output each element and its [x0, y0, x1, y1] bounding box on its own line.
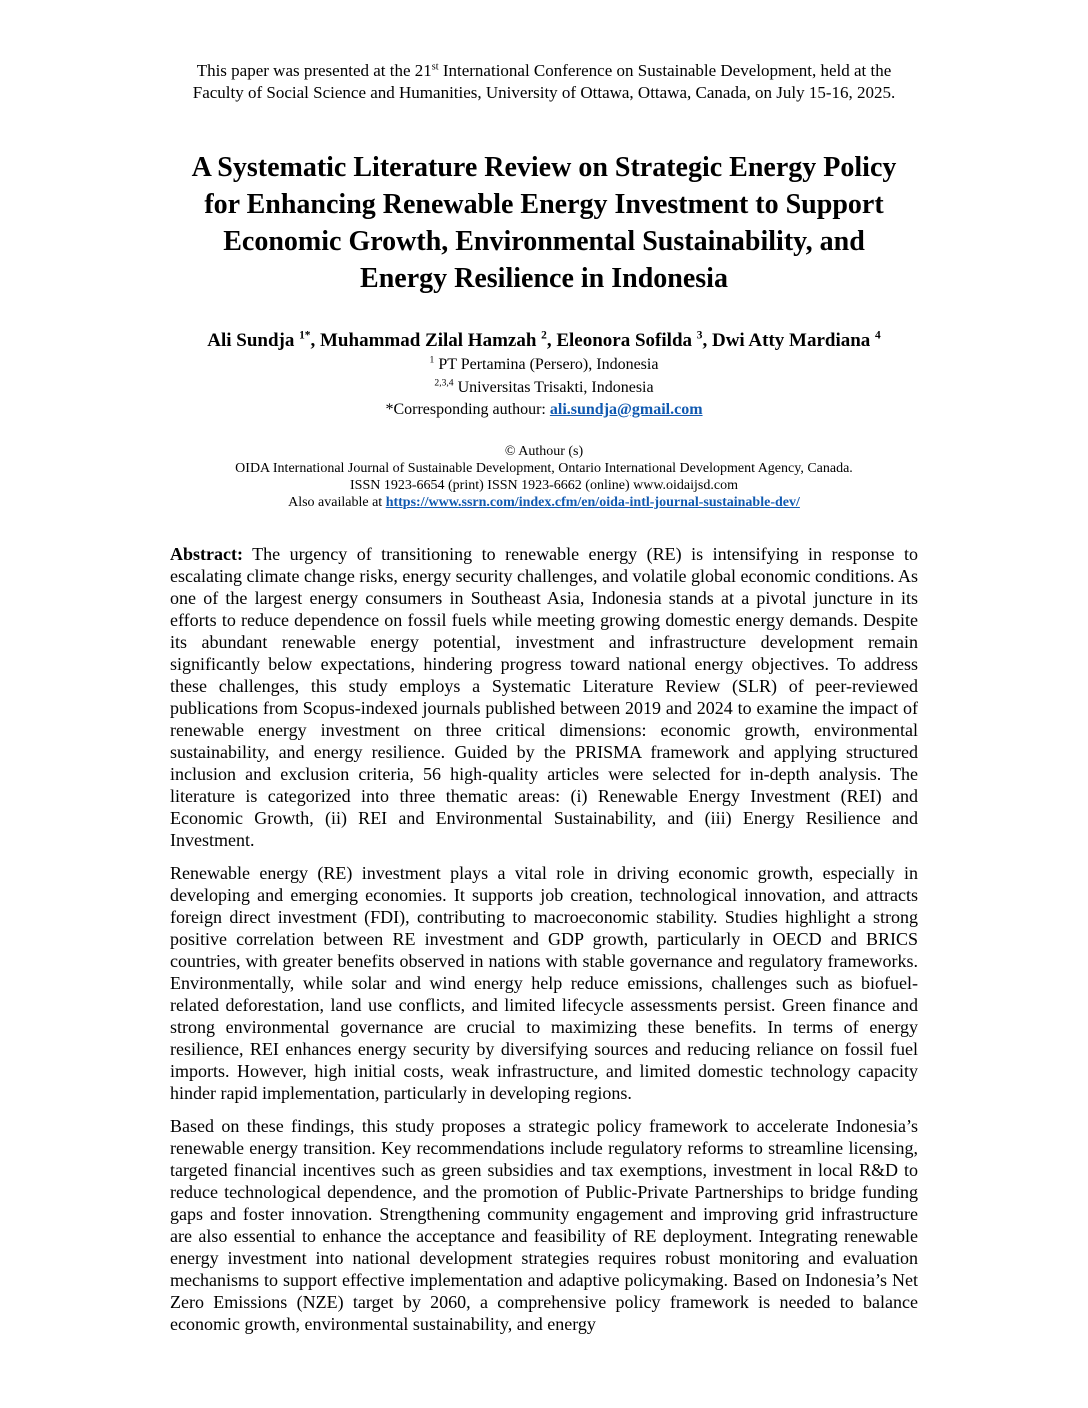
- author-name: Muhammad Zilal Hamzah: [320, 330, 542, 351]
- abstract-paragraph-1: [170, 543, 918, 851]
- conference-note-line-2: Faculty of Social Science and Humanities, University of Ottawa, Ottawa, Canada, on July 15-16, 2025.: [192, 83, 896, 102]
- abstract-paragraph-2: Renewable energy (RE) investment plays a vital role in driving economic growth, especially in developing and emerging economies. It supports job creation, technological innovation, and attracts foreign direct investment (FDI), contributing to macroeconomic stability. Studies highlight a strong positive correlation between RE investment and GDP growth, particularly in OECD and BRICS countries, with greater benefits observed in nations with stable governance and regulatory frameworks. Environmentally, while solar and wind energy help reduce emissions, challenges such as biofuel-related deforestation, land use conflicts, and limited lifecycle assessments persist. Green finance and strong environmental governance are crucial to maximizing these benefits. In terms of energy resilience, REI enhances energy security by diversifying sources and reducing reliance on fossil fuel imports. However, high initial costs, weak infrastructure, and limited domestic technology capacity hinder rapid implementation, particularly in developing regions.: [170, 863, 918, 1103]
- corresponding-label: *Corresponding authour:: [385, 401, 550, 418]
- title-line: A Systematic Literature Review on Strategic Energy Policy: [191, 152, 897, 183]
- abstract-label: Abstract:: [170, 544, 243, 564]
- affiliation-line-1: [0, 355, 1088, 375]
- author-superscript: 3: [696, 329, 703, 342]
- ordinal-superscript: st: [431, 61, 439, 73]
- ssrn-link[interactable]: https://www.ssrn.com/index.cfm/en/oida-intl-journal-sustainable-dev/: [385, 495, 800, 510]
- author-separator: ,: [546, 330, 557, 351]
- author-name: Dwi Atty Mardiana: [711, 330, 876, 351]
- affiliation-superscript: 2,3,4: [434, 377, 454, 389]
- affiliation-text: Universitas Trisakti, Indonesia: [453, 379, 654, 396]
- affiliation-text: PT Pertamina (Persero), Indonesia: [434, 356, 659, 373]
- conference-note-text: International Conference on Sustainable Development, held at the: [438, 61, 892, 80]
- title-line: for Enhancing Renewable Energy Investment to Support: [204, 189, 884, 220]
- availability-line: [0, 494, 1088, 511]
- abstract-paragraph-3: Based on these findings, this study proposes a strategic policy framework to accelerate Indonesia’s renewable energy transition. Key recommendations include regulatory reforms to streamline licensing, targeted financial incentives such as green subsidies and tax exemptions, investment in local R&D to reduce technological dependence, and the promotion of Public-Private Partnerships to bridge funding gaps and foster innovation. Strengthening community engagement and improving grid infrastructure are also essential to enhance the acceptance and feasibility of RE deployment. Integrating renewable energy investment into national development strategies requires robust monitoring and evaluation mechanisms to support effective implementation and adaptive policymaking. Based on Indonesia’s Net Zero Emissions (NZE) target by 2060, a comprehensive policy framework is needed to balance economic growth, environmental sustainability, and energy: [170, 1116, 918, 1334]
- conference-note-line-1: [74, 60, 1014, 82]
- conference-note-text: This paper was presented at the 21: [196, 61, 432, 80]
- author-separator: ,: [702, 330, 712, 351]
- title-line: Energy Resilience in Indonesia: [360, 263, 728, 294]
- title-line: Economic Growth, Environmental Sustainability, and: [223, 226, 865, 257]
- author-superscript: 1*: [299, 329, 311, 342]
- author-name: Eleonora Sofilda: [556, 330, 697, 351]
- author-superscript: 2: [541, 329, 547, 342]
- abstract-section: [170, 543, 918, 1335]
- affiliation-superscript: 1: [429, 354, 435, 366]
- imprint-block: [0, 443, 1088, 511]
- author-separator: ,: [310, 330, 320, 351]
- corresponding-email-link[interactable]: ali.sundja@gmail.com: [549, 401, 703, 418]
- availability-label: Also available at: [288, 495, 386, 510]
- corresponding-author-line: [0, 401, 1088, 419]
- author-name: Ali Sundja: [207, 330, 300, 351]
- authors-line: [0, 330, 1088, 352]
- paper-title: [79, 149, 1009, 297]
- author-superscript: 4: [875, 329, 881, 342]
- journal-line: OIDA International Journal of Sustainable Development, Ontario International Development Agency, Canada.: [235, 461, 853, 476]
- issn-line: ISSN 1923-6654 (print) ISSN 1923-6662 (online) www.oidaijsd.com: [350, 478, 738, 493]
- copyright-line: © Authour (s): [504, 444, 584, 459]
- affiliation-line-2: [0, 378, 1088, 398]
- abstract-text: The urgency of transitioning to renewable energy (RE) is intensifying in response to escalating climate change risks, energy security challenges, and volatile global economic conditions. As one of the largest energy consumers in Southeast Asia, Indonesia stands at a pivotal juncture in its efforts to reduce dependence on fossil fuels while meeting growing domestic energy demands. Despite its abundant renewable energy potential, investment and infrastructure development remain significantly below expectations, hindering progress toward national energy objectives. To address these challenges, this study employs a Systematic Literature Review (SLR) of peer-reviewed publications from Scopus-indexed journals published between 2019 and 2024 to examine the impact of renewable energy investment on three critical dimensions: economic growth, environmental sustainability, and energy resilience. Guided by the PRISMA framework and applying structured inclusion and exclusion criteria, 56 high-quality articles were selected for in-depth analysis. The literature is categorized into three thematic areas: (i) Renewable Energy Investment (REI) and Economic Growth, (ii) REI and Environmental Sustainability, and (iii) Energy Resilience and Investment.: [170, 544, 918, 850]
- conference-note: [74, 60, 1014, 104]
